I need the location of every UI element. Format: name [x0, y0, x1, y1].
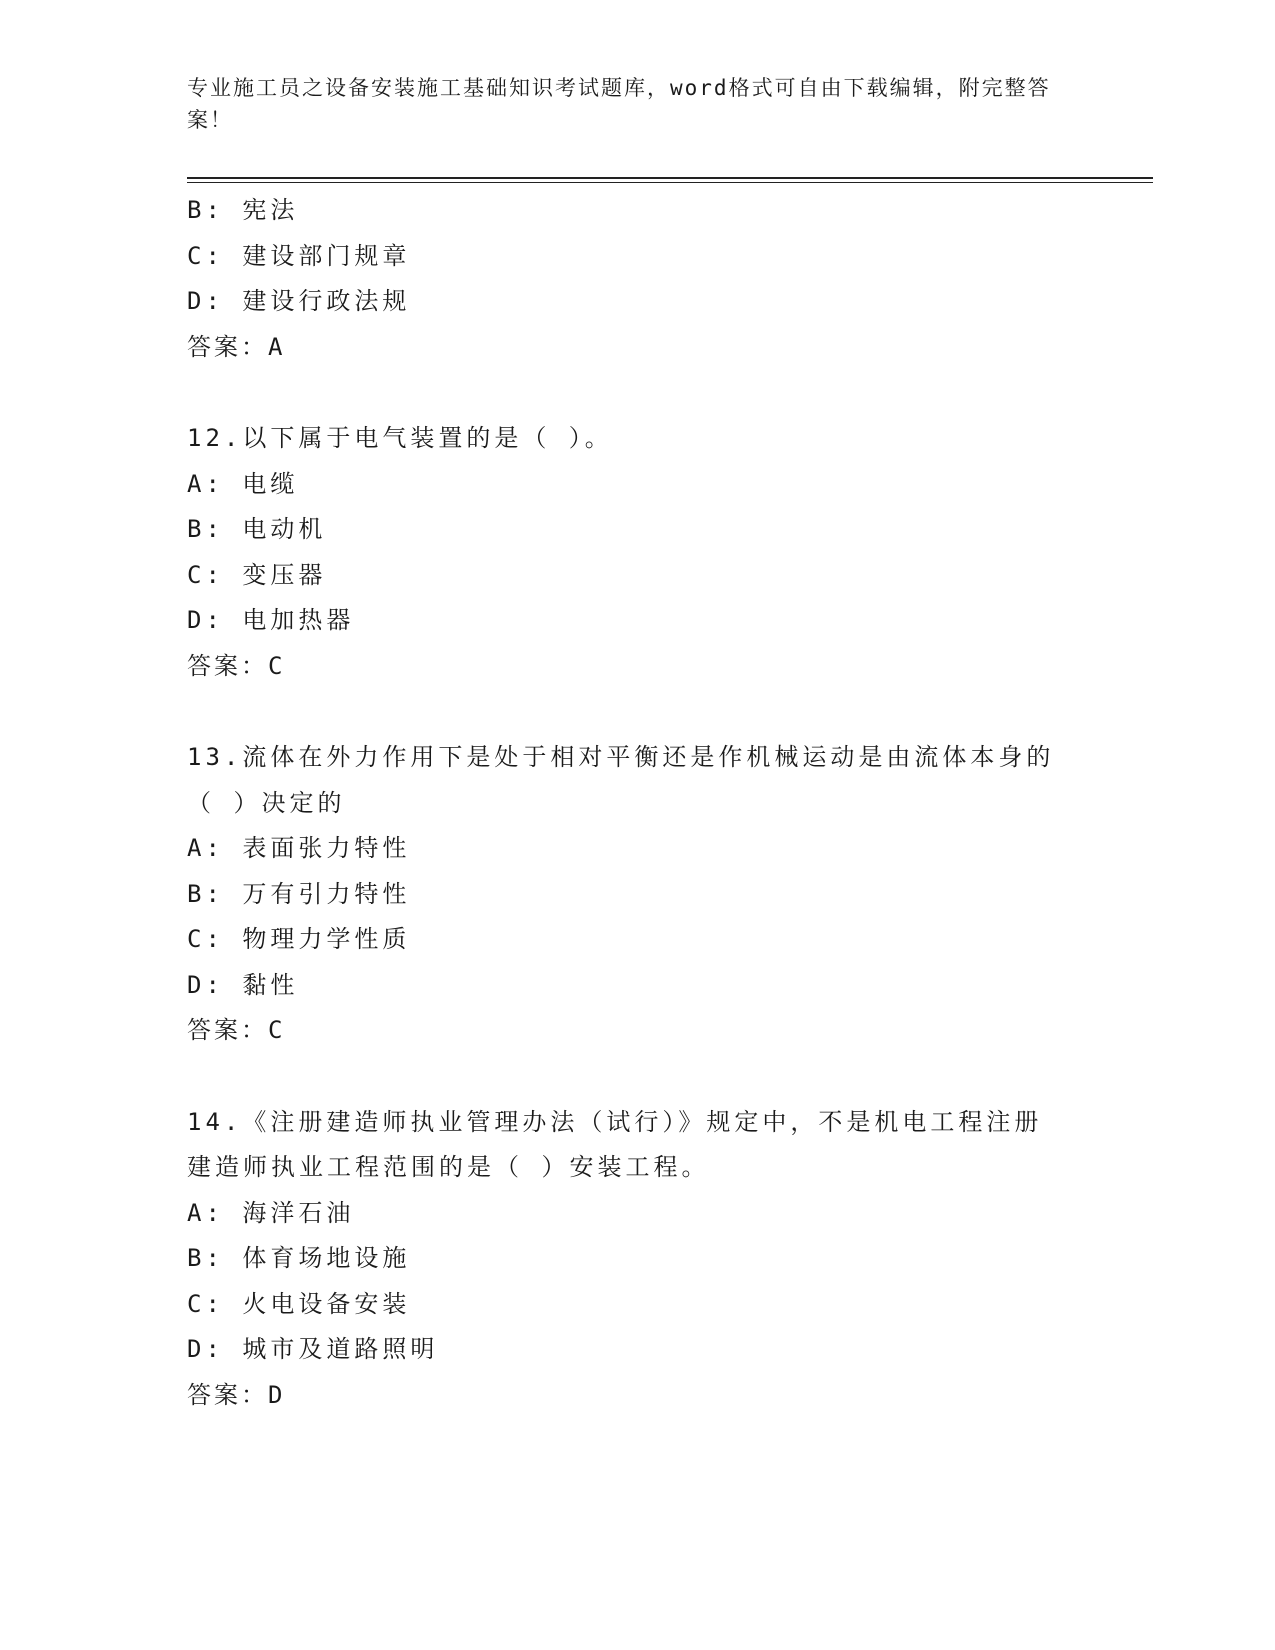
- question-14: [187, 1100, 1087, 1419]
- question-stem-line-2: （ ）决定的: [187, 788, 346, 817]
- option-d: D: 电加热器: [187, 606, 355, 634]
- question-12: [187, 416, 1087, 689]
- answer-line: 答案：C: [187, 1016, 286, 1044]
- spacer: [187, 1054, 1087, 1100]
- document-header: [187, 72, 1087, 136]
- header-rule-thin: [187, 182, 1153, 183]
- answer-line: 答案：C: [187, 651, 286, 680]
- option-c: C: 物理力学性质: [187, 925, 411, 953]
- option-a: A: 表面张力特性: [187, 834, 411, 862]
- question-stem: 12.以下属于电气装置的是（ ）。: [187, 424, 613, 452]
- question-list: [187, 188, 1087, 1418]
- header-rule-thick: [187, 177, 1153, 179]
- question-13: [187, 735, 1087, 1054]
- question-stem-line-1: 13.流体在外力作用下是处于相对平衡还是作机械运动是由流体本身的: [187, 743, 1055, 771]
- option-c: C: 建设部门规章: [187, 241, 411, 270]
- option-a: A: 电缆: [187, 469, 299, 498]
- option-b: B: 宪法: [187, 196, 299, 224]
- option-d: D: 黏性: [187, 970, 299, 999]
- question-stem-line-1: 14.《注册建造师执业管理办法（试行）》规定中，不是机电工程注册: [187, 1107, 1043, 1136]
- header-title: 专业施工员之设备安装施工基础知识考试题库，word格式可自由下载编辑，附完整答案！: [187, 76, 1051, 132]
- answer-line: 答案：A: [187, 332, 286, 361]
- option-d: D: 城市及道路照明: [187, 1335, 439, 1363]
- answer-line: 答案：D: [187, 1380, 286, 1409]
- option-c: C: 火电设备安装: [187, 1289, 411, 1318]
- option-b: B: 万有引力特性: [187, 879, 411, 908]
- option-d: D: 建设行政法规: [187, 287, 411, 315]
- option-c: C: 变压器: [187, 560, 327, 589]
- option-a: A: 海洋石油: [187, 1198, 355, 1227]
- question-stem-line-2: 建造师执业工程范围的是（ ）安装工程。: [187, 1153, 710, 1181]
- option-b: B: 电动机: [187, 515, 327, 543]
- spacer: [187, 689, 1087, 735]
- option-b: B: 体育场地设施: [187, 1244, 411, 1272]
- question-11-continuation: [187, 188, 1087, 370]
- spacer: [187, 370, 1087, 416]
